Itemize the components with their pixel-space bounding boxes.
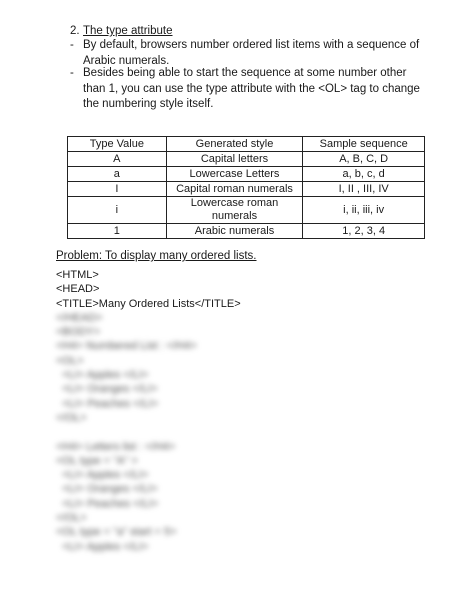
table-cell: a xyxy=(68,167,167,182)
table-cell: A xyxy=(68,152,167,167)
table-cell: a, b, c, d xyxy=(303,167,425,182)
code-line-blurred: </OL> xyxy=(56,512,87,525)
code-line-blurred: <LI> Peaches </LI> xyxy=(56,497,159,510)
table-cell: i, ii, iii, iv xyxy=(303,197,425,224)
code-line-blurred: <BODY> xyxy=(56,326,101,339)
table-row xyxy=(68,197,425,224)
table-row xyxy=(68,167,425,182)
table-cell: Lowercase Letters xyxy=(166,167,303,182)
bullet-dash: - xyxy=(70,67,74,79)
section-number: 2. xyxy=(70,25,80,37)
code-line-blurred: <LI> Peaches </LI> xyxy=(56,397,159,410)
code-line-blurred xyxy=(56,425,241,439)
table-row xyxy=(68,182,425,197)
column-header: Sample sequence xyxy=(303,137,425,152)
section-heading xyxy=(70,23,173,39)
table-header-row xyxy=(68,137,425,152)
bullet-text: By default, browsers number ordered list items with a sequence of Arabic numerals. xyxy=(83,39,420,67)
table-cell: I, II , III, IV xyxy=(303,182,425,197)
code-line-blurred: <LI> Oranges </LI> xyxy=(56,483,158,496)
code-line-blurred: <LI> Oranges </LI> xyxy=(56,383,158,396)
code-line: <HTML> xyxy=(56,269,99,281)
code-line-blurred: </HEAD> xyxy=(56,311,103,324)
code-line-blurred: </OL> xyxy=(56,411,87,424)
table-row xyxy=(68,224,425,239)
section-title: The type attribute xyxy=(83,25,173,37)
table-cell: Capital roman numerals xyxy=(166,182,303,197)
table-cell: Arabic numerals xyxy=(166,224,303,239)
code-line-blurred: <OL type = "a" start = 5> xyxy=(56,526,177,539)
problem-statement: Problem: To display many ordered lists. xyxy=(56,250,257,262)
code-line-blurred: <OL> xyxy=(56,354,84,367)
code-line-blurred: <H4> Numbered List : </H4> xyxy=(56,340,197,353)
column-header: Type Value xyxy=(68,137,167,152)
bullet-item xyxy=(70,38,425,69)
bullet-item xyxy=(70,66,425,113)
table-cell: Capital letters xyxy=(166,152,303,167)
table-cell: I xyxy=(68,182,167,197)
table-cell: A, B, C, D xyxy=(303,152,425,167)
code-line-blurred: <OL type = "A" > xyxy=(56,454,138,467)
code-line: <TITLE>Many Ordered Lists</TITLE> xyxy=(56,297,241,310)
column-header: Generated style xyxy=(166,137,303,152)
table-cell: i xyxy=(68,197,167,224)
bullet-text: Besides being able to start the sequence at some number other than 1, you can use the type attribute with the <OL> tag to change the numbering style itself. xyxy=(83,67,420,110)
code-line-blurred: <LI> Apples </LI> xyxy=(56,369,149,382)
code-line-blurred: <H4> Letters list : </H4> xyxy=(56,440,176,453)
table-cell: 1 xyxy=(68,224,167,239)
code-line-blurred: <LI> Apples </LI> xyxy=(56,540,149,553)
table-cell: Lowercase roman numerals xyxy=(166,197,303,224)
table-cell: 1, 2, 3, 4 xyxy=(303,224,425,239)
code-line-blurred: <LI> Apples </LI> xyxy=(56,469,149,482)
code-listing xyxy=(56,268,241,554)
bullet-dash: - xyxy=(70,39,74,51)
code-line: <HEAD> xyxy=(56,283,100,296)
type-values-table xyxy=(67,136,425,239)
table-row xyxy=(68,152,425,167)
